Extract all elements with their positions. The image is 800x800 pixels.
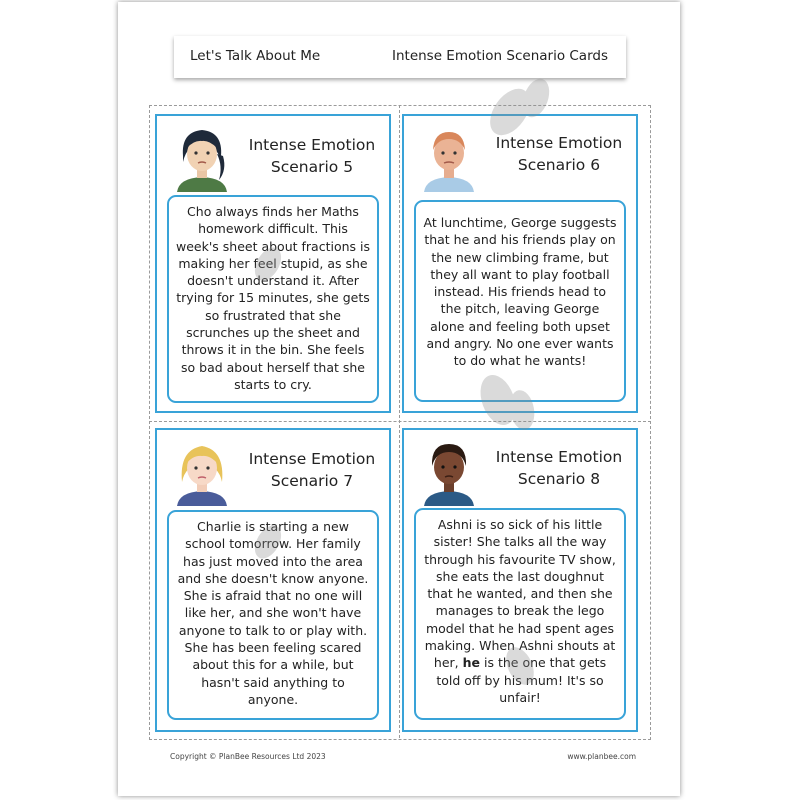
scenario-text-box [167, 195, 379, 403]
scenario-card-7 [155, 428, 391, 732]
scenario-card-6 [402, 114, 638, 413]
scenario-text-box [414, 200, 626, 402]
cut-line-horizontal [149, 421, 651, 422]
header-left-title: Let's Talk About Me [190, 48, 321, 64]
card-title-line2: Scenario 8 [517, 470, 601, 488]
card-title-line1: Intense Emotion [495, 448, 623, 466]
card-title-line2: Scenario 6 [517, 156, 601, 174]
card-title-line2: Scenario 5 [270, 158, 354, 176]
scenario-text: At lunchtime, George suggests that he and his friends play on the new climbing frame, but they all want to play football instead. His friends head to the pitch, leaving George alone and feeling both upset and angry. No one ever wants to do what he wants! [423, 215, 617, 369]
card-title [239, 134, 385, 178]
boy-avatar-icon [420, 436, 478, 506]
scenario-text-after: is the one that gets told off by his mum! It's so unfair! [436, 655, 607, 705]
card-title [486, 446, 632, 490]
worksheet-page [118, 2, 680, 796]
girl-avatar-icon [173, 436, 231, 506]
scenario-text-before: Ashni is so sick of his little sister! She talks all the way through his favourite TV show, she eats the last doughnut that he wanted, and then she manages to break the lego model that he had spent ages making. When Ashni shouts at her, [424, 517, 616, 671]
scenario-card-8 [402, 428, 638, 732]
card-title [486, 132, 632, 176]
cut-line-vertical [399, 105, 400, 738]
scenario-text-box [414, 508, 626, 720]
card-title [239, 448, 385, 492]
scenario-text-bold: he [462, 655, 481, 671]
scenario-text: Charlie is starting a new school tomorrow. Her family has just moved into the area and she doesn't know anyone. She is afraid that no one will like her, and she won't have anyone to talk to or play with. She has been feeling scared about this for a while, but hasn't said anything to anyone. [177, 519, 369, 707]
scenario-text: Cho always finds her Maths homework difficult. This week's sheet about fractions is making her feel stupid, as she doesn't understand it. After trying for 15 minutes, she gets so frustrated that she scrunches up the sheet and throws it in the bin. She feels so bad about herself that she starts to cry. [176, 204, 370, 392]
footer-website: www.planbee.com [567, 752, 636, 761]
scenario-text-box [167, 510, 379, 720]
footer-copyright: Copyright © PlanBee Resources Ltd 2023 [170, 752, 326, 761]
scenario-card-5 [155, 114, 391, 413]
header-right-title: Intense Emotion Scenario Cards [391, 48, 608, 64]
card-title-line1: Intense Emotion [248, 136, 376, 154]
card-title-line1: Intense Emotion [495, 134, 623, 152]
header-box [174, 36, 626, 78]
card-title-line1: Intense Emotion [248, 450, 376, 468]
girl-avatar-icon [173, 122, 231, 192]
card-title-line2: Scenario 7 [270, 472, 354, 490]
boy-avatar-icon [420, 122, 478, 192]
